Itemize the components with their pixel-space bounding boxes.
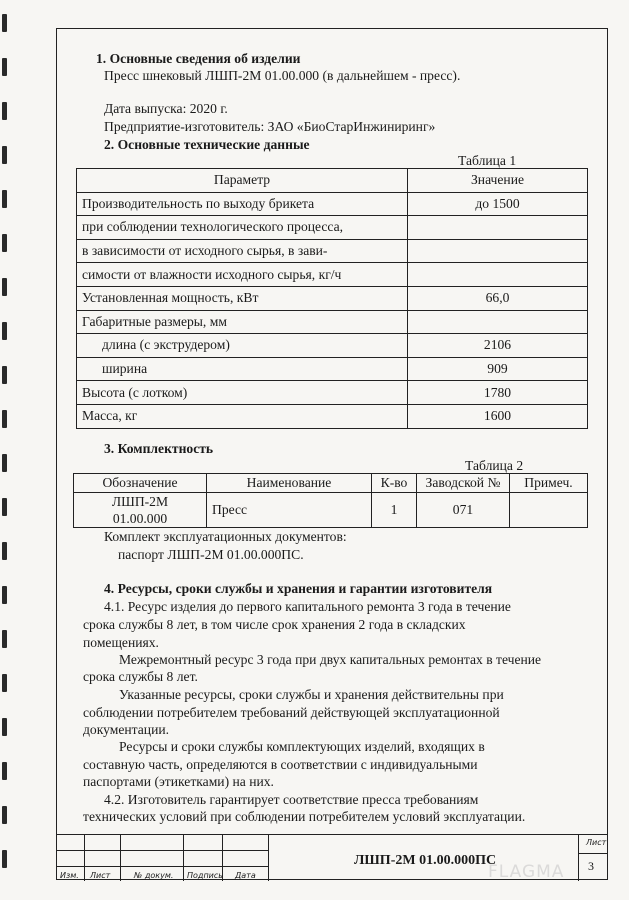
text-line: Ресурсы и сроки службы комплектующих изделий, входящих в: [119, 739, 485, 754]
text-line: 4.2. Изготовитель гарантирует соответствие пресса требованиям: [104, 792, 479, 807]
value-cell: 2106: [408, 334, 588, 358]
serial-cell: 071: [417, 493, 510, 528]
note-cell: [510, 493, 588, 528]
table-row: [77, 286, 588, 310]
text-line: срока службы 8 лет.: [83, 669, 198, 684]
table-2: [73, 473, 588, 528]
param-cell: длина (с экструдером): [77, 334, 408, 358]
text-line: паспортами (этикетками) на них.: [83, 774, 274, 789]
param-cell: симости от влажности исходного сырья, кг/ч: [77, 263, 408, 287]
section-3-heading: 3. Комплектность: [104, 441, 214, 456]
text-line: Межремонтный ресурс 3 года при двух капитальных ремонтах в течение: [119, 652, 542, 667]
param-cell: Высота (с лотком): [77, 381, 408, 405]
designation-cell: [74, 493, 207, 528]
table-1-header-value: Значение: [408, 169, 588, 193]
header-designation: Обозначение: [74, 474, 207, 493]
param-cell: Производительность по выходу брикета: [77, 192, 408, 216]
section-1-heading: 1. Основные сведения об изделии: [96, 51, 301, 66]
value-cell: [408, 310, 588, 334]
qty-cell: 1: [372, 493, 417, 528]
designation-line-1: ЛШП-2М: [111, 494, 169, 509]
table-row: [77, 263, 588, 287]
text-line: Указанные ресурсы, сроки службы и хранения действительны при: [119, 687, 504, 702]
release-date: Дата выпуска: 2020 г.: [104, 101, 228, 116]
table-row: [77, 334, 588, 358]
value-cell: до 1500: [408, 192, 588, 216]
table-row: [77, 239, 588, 263]
docs-line-1: Комплект эксплуатационных документов:: [104, 529, 347, 544]
param-cell: Масса, кг: [77, 404, 408, 428]
header-name: Наименование: [207, 474, 372, 493]
text-line: составную часть, определяются в соответствии с индивидуальными: [83, 757, 478, 772]
table-1-header-param: Параметр: [77, 169, 408, 193]
value-cell: [408, 239, 588, 263]
designation-line-2: 01.00.000: [112, 511, 168, 526]
header-note: Примеч.: [510, 474, 588, 493]
document-code: ЛШП-2М 01.00.000ПС: [354, 853, 497, 868]
table-row: [77, 216, 588, 240]
section-2-heading: 2. Основные технические данные: [104, 137, 310, 152]
value-cell: 66,0: [408, 286, 588, 310]
param-cell: в зависимости от исходного сырья, в зави-: [77, 239, 408, 263]
watermark: FLAGMA: [488, 862, 565, 882]
manufacturer: Предприятие-изготовитель: ЗАО «БиоСтарИнжиниринг»: [104, 119, 436, 134]
name-cell: Пресс: [207, 493, 372, 528]
table-row: [74, 493, 588, 528]
table-row: [77, 404, 588, 428]
param-cell: ширина: [77, 357, 408, 381]
header-serial: Заводской №: [417, 474, 510, 493]
table-2-caption: Таблица 2: [465, 458, 524, 473]
product-line: Пресс шнековый ЛШП-2М 01.00.000 (в дальнейшем - пресс).: [104, 68, 461, 83]
table-row: [77, 169, 588, 193]
table-row: [77, 192, 588, 216]
header-qty: К-во: [372, 474, 417, 493]
label-signature: Подпись: [187, 871, 223, 880]
value-cell: [408, 263, 588, 287]
param-cell: при соблюдении технологического процесса,: [77, 216, 408, 240]
text-line: 4.1. Ресурс изделия до первого капитального ремонта 3 года в течение: [104, 599, 511, 614]
param-cell: Габаритные размеры, мм: [77, 310, 408, 334]
sheet-label: Лист: [586, 838, 607, 847]
table-1-caption: Таблица 1: [458, 153, 517, 168]
sheet-number: 3: [588, 859, 594, 873]
text-line: срока службы 8 лет, в том числе срок хранения 2 года в складских: [83, 617, 466, 632]
table-1: [76, 168, 588, 429]
binder-edge: [0, 0, 14, 900]
value-cell: 1600: [408, 404, 588, 428]
table-row: [77, 310, 588, 334]
text-line: соблюдении потребителем требований действующей эксплуатационной: [83, 705, 500, 720]
text-line: документации.: [83, 722, 170, 737]
text-line: помещениях.: [83, 635, 159, 650]
value-cell: 1780: [408, 381, 588, 405]
text-line: технических условий при соблюдении потребителем условий эксплуатации.: [83, 809, 526, 824]
label-sheet: Лист: [90, 871, 111, 880]
docs-line-2: паспорт ЛШП-2М 01.00.000ПС.: [118, 547, 304, 562]
table-row: [74, 474, 588, 493]
value-cell: [408, 216, 588, 240]
label-doc-no: № докум.: [134, 871, 174, 880]
label-change: Изм.: [60, 871, 79, 880]
section-4-heading: 4. Ресурсы, сроки службы и хранения и гарантии изготовителя: [104, 581, 493, 596]
param-cell: Установленная мощность, кВт: [77, 286, 408, 310]
table-row: [77, 357, 588, 381]
value-cell: 909: [408, 357, 588, 381]
label-date: Дата: [235, 871, 256, 880]
table-row: [77, 381, 588, 405]
